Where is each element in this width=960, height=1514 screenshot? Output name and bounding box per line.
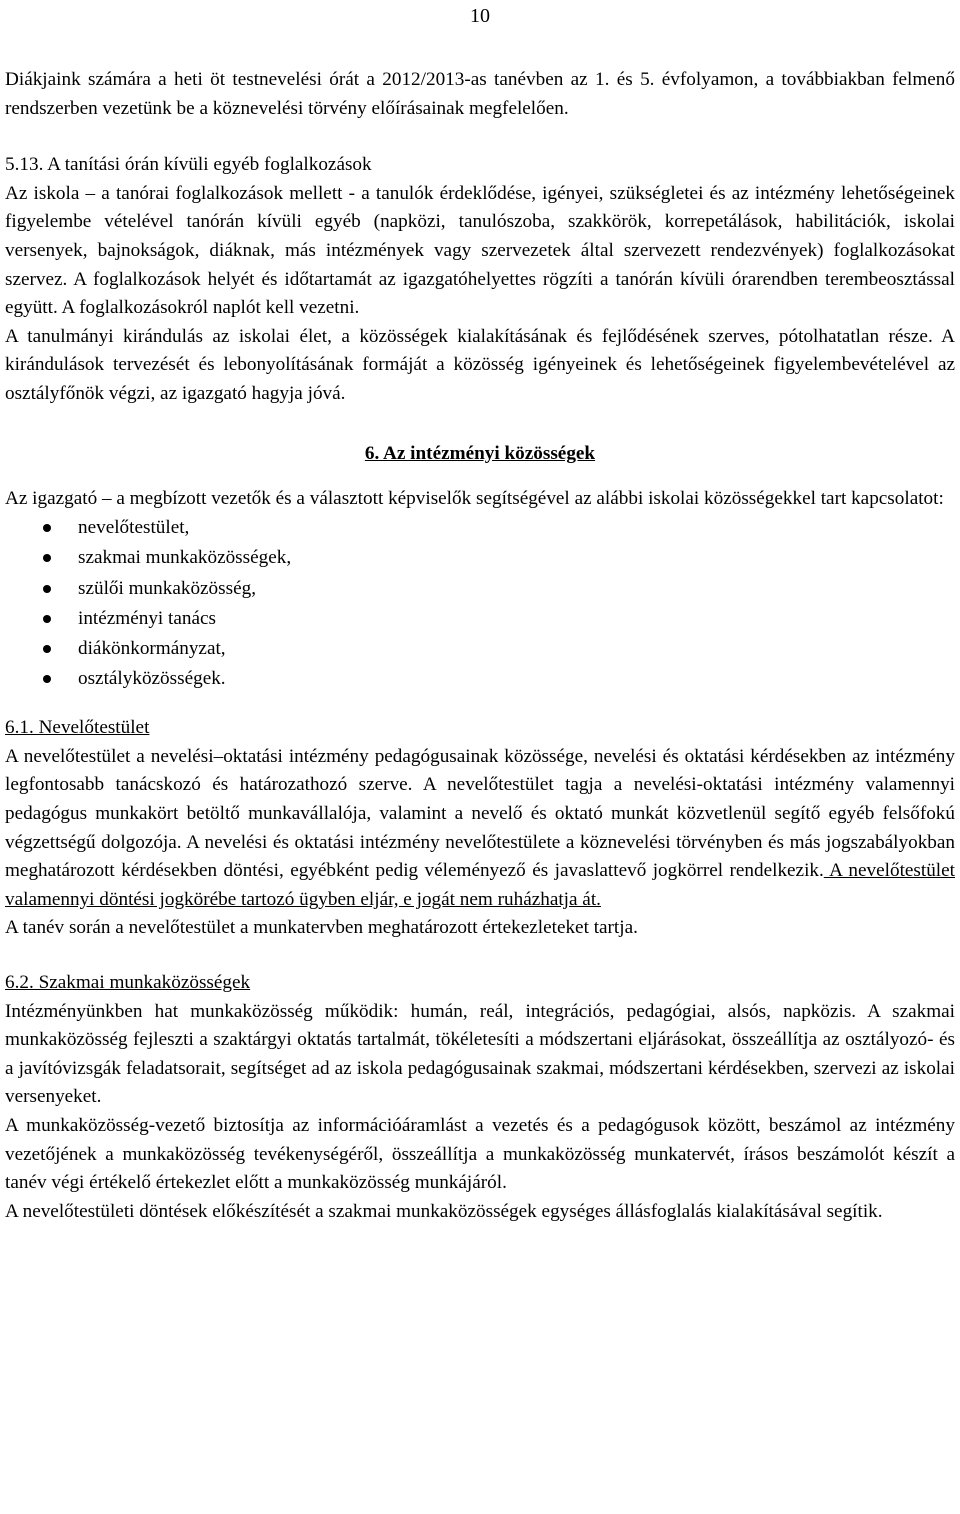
- intro-paragraph: Diákjaink számára a heti öt testnevelési órát a 2012/2013-as tanévben az 1. és 5. évfolyamon, a továbbiakban felmenő rendszerben vezetünk be a köznevelési törvény előírásainak megfelelően.: [5, 69, 955, 119]
- section-6-2-title: 6.2. Szakmai munkaközösségek: [5, 972, 251, 993]
- section-5-13-title: 5.13. A tanítási órán kívüli egyéb foglalkozások: [5, 154, 372, 176]
- list-item: szakmai munkaközösségek,: [5, 543, 955, 573]
- section-6-intro: Az igazgató – a megbízott vezetők és a választott képviselők segítségével az alábbi iskolai közösségekkel tart kapcsolatot:: [5, 487, 944, 509]
- community-list: [5, 513, 955, 694]
- bullet-icon: [43, 554, 51, 562]
- section-6-1-title: 6.1. Nevelőtestület: [5, 717, 150, 739]
- list-item: nevelőtestület,: [5, 513, 955, 543]
- section-6-2-paragraph-3: A nevelőtestületi döntések előkészítését a szakmai munkaközösségek egységes állásfoglalás kialakításával segítik.: [5, 1200, 883, 1222]
- page-number: 10: [470, 5, 490, 27]
- section-5-13-paragraph-1: Az iskola – a tanórai foglalkozások mellett - a tanulók érdeklődése, igényei, szükségletei és az intézmény lehetőségeinek figyelembe vételével tanórán kívüli egyéb (napközi, tanulószoba, szakkörök, korrepetálások, habilitációk, iskolai versenyek, bajnokságok, diáknak, más intézmények vagy szervezetek által szervezett rendezvények) foglalkozásokat szervez. A foglalkozások helyét és időtartamát az igazgatóhelyettes rögzíti a tanórán kívüli órarendben terembeosztással együtt. A foglalkozásokról naplót kell vezetni.: [5, 182, 955, 319]
- list-item: osztályközösségek.: [5, 664, 955, 694]
- section-6-2-paragraph-1: Intézményünkben hat munkaközösség működik: humán, reál, integrációs, pedagógiai, alsós, napközis. A szakmai munkaközösség fejleszti a szaktárgyi oktatás tartalmát, tökéletesíti a módszertani eljárásokat, összeállítja az osztályozó- és a javítóvizsgák feladatsorait, segítséget ad az iskola pedagógusainak szakmai, módszertani kérdésekben, szervezi az iskolai versenyeket.: [5, 1000, 955, 1108]
- bullet-icon: [43, 645, 51, 653]
- section-6-1-paragraph-2: A tanév során a nevelőtestület a munkatervben meghatározott értekezleteket tartja.: [5, 917, 638, 939]
- bullet-icon: [43, 675, 51, 683]
- list-item: szülői munkaközösség,: [5, 574, 955, 604]
- bullet-icon: [43, 585, 51, 593]
- bullet-icon: [43, 615, 51, 623]
- document-body: [5, 66, 955, 1226]
- section-6-heading: 6. Az intézményi közösségek: [364, 442, 596, 464]
- section-6-1-paragraph-1: A nevelőtestület a nevelési–oktatási intézmény pedagógusainak közössége, nevelési és oktatási kérdésekben az intézmény legfontosabb tanácskozó és határozathozó szerve. A nevelőtestület tagja a nevelési-oktatási intézmény valamennyi pedagógus munkakört betöltő munkavállalója, valamint a nevelő és oktató munkát közvetlenül segítő egyéb felsőfokú végzettségű dolgozója. A nevelési és oktatási intézmény nevelőtestülete a köznevelési törvényben és más jogszabályokban meghatározott kérdésekben döntési, egyébként pedig véleményező és javaslattevő jogkörrel rendelkezik. A nevelőtestület valamennyi döntési jogkörébe tartozó ügyben eljár, e jogát nem ruházhatja át.: [5, 745, 955, 910]
- list-item: intézményi tanács: [5, 604, 955, 634]
- section-5-13-paragraph-2: A tanulmányi kirándulás az iskolai élet, a közösségek kialakításának és fejlődésének szerves, pótolhatatlan része. A kirándulások tervezését és lebonyolításának formáját a közösség igényeinek és lehetőségeinek figyelembevételével az osztályfőnök végzi, az igazgató hagyja jóvá.: [5, 325, 955, 404]
- bullet-icon: [43, 524, 51, 532]
- underlined-sentence: A nevelőtestület valamennyi döntési jogkörébe tartozó ügyben eljár, e jogát nem ruházhatja át.: [5, 860, 955, 910]
- list-item: diákönkormányzat,: [5, 634, 955, 664]
- section-6-2-paragraph-2: A munkaközösség-vezető biztosítja az információáramlást a vezetés és a pedagógusok között, beszámol az intézmény vezetőjének a munkaközösség tevékenységéről, összeállítja a munkaközösség munkatervét, írásos beszámolót készít a tanév végi értékelő értekezlet előtt a munkaközösség munkájáról.: [5, 1114, 955, 1194]
